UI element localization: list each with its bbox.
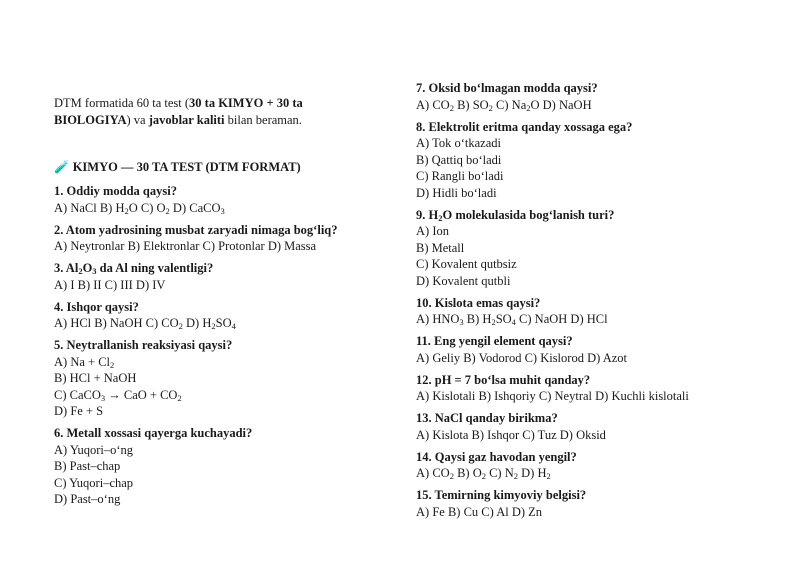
question-text: 15. Temirning kimyoviy belgisi? [416,488,587,502]
question-text: 12. pH = 7 bo‘lsa muhit qanday? [416,372,591,387]
question-text: 10. Kislota emas qaysi? [416,295,541,310]
question-text: 11. Eng yengil element qaysi? [416,334,573,348]
answer-options: A) Fe B) Cu C) Al D) Zn [416,504,543,519]
question-text: 7. Oksid bo‘lmagan modda qaysi? [416,81,598,95]
answer-options: A) NaCl B) $H_2O$ C) $O_2$ D) CaCO$_3$ [54,200,225,216]
question-item [416,295,689,328]
intro-paragraph [54,95,344,129]
answer-options: C) Kovalent qutbsiz [416,257,517,271]
question-list-left [54,183,338,513]
question-text: 13. NaCl qanday birikma? [416,411,558,425]
answer-options: B) Qattiq bo‘ladi [416,152,502,167]
question-text: 1. Oddiy modda qaysi? [54,184,177,198]
question-text: 9. $H_2O$ molekulasida bog‘lanish turi? [416,207,615,223]
answer-options: B) HCl + NaOH [54,371,137,385]
question-item [416,410,689,443]
question-item [416,372,689,405]
question-item [54,183,338,216]
question-text: 3. $Al_2O_3$ da Al ning valentligi? [54,261,214,276]
intro-text-1: DTM formatida 60 ta test ( [54,96,190,110]
question-text: 5. Neytrallanish reaksiyasi qaysi? [54,338,233,352]
answer-options: D) Past–o‘ng [54,492,121,506]
question-item [416,119,689,202]
answer-options: A) Kislotali B) Ishqoriy C) Neytral D) Kuchli kislotali [416,389,689,403]
answer-options: B) Metall [416,240,465,255]
question-text: 6. Metall xossasi qayerga kuchayadi? [54,426,253,440]
answer-options: D) Kovalent qutbli [416,273,511,288]
answer-options: B) Past–chap [54,459,121,473]
question-item [416,333,689,366]
question-item [54,222,338,255]
question-item [416,449,689,482]
intro-text-3: bilan beraman. [224,113,302,127]
answer-options: A) Tok o‘tkazadi [416,136,501,150]
section-title: 🧪 KIMYO — 30 TA TEST (DTM FORMAT) [54,160,301,174]
answer-options: A) Yuqori–o‘ng [54,442,134,457]
answer-options: A) $CO_2$ B) $O_2$ C) $N_2$ D) $H_2$ [416,466,551,481]
intro-bold-1: 30 ta KIMYO + 30 ta BIOLOGIYA [54,96,303,127]
answer-options: C) Rangli bo‘ladi [416,169,504,183]
question-item [416,487,689,520]
question-item [416,80,689,113]
answer-options: A) $Na + Cl_2$ [54,354,115,370]
question-list-right [416,80,689,526]
answer-options: A) Ion [416,224,449,238]
answer-options: D) Hidli bo‘ladi [416,185,497,200]
answer-options: D) Fe + S [54,404,104,418]
intro-text-2: ) va [126,113,149,127]
answer-options: C) Yuqori–chap [54,475,134,490]
question-item [54,337,338,420]
intro-bold-2: javoblar kaliti [148,113,225,127]
answer-options: A) Geliy B) Vodorod C) Kislorod D) Azot [416,350,627,365]
answer-options: A) $HNO_3$ B) $H_2SO_4$ C) NaOH D) HCl [416,312,608,327]
question-item [54,299,338,332]
question-text: 4. Ishqor qaysi? [54,299,139,314]
answer-options: A) Neytronlar B) Elektronlar C) Protonlar D) Massa [54,239,317,253]
answer-options: A) Kislota B) Ishqor C) Tuz D) Oksid [416,427,606,442]
question-text: 8. Elektrolit eritma qanday xossaga ega? [416,119,633,134]
question-item [54,425,338,508]
answer-options: A) I B) II C) III D) IV [54,277,166,292]
answer-options: A) HCl B) NaOH C) $CO_2$ D) $H_2SO_4$ [54,316,236,331]
question-item [416,207,689,290]
answer-options: C) CaCO$_3$ → CaO + $CO_2$ [54,387,182,403]
question-text: 2. Atom yadrosining musbat zaryadi nimaga bog‘liq? [54,222,338,237]
answer-options: A) $CO_2$ B) $SO_2$ C) $Na_2O$ D) NaOH [416,97,592,113]
question-item [54,260,338,293]
question-text: 14. Qaysi gaz havodan yengil? [416,449,577,464]
